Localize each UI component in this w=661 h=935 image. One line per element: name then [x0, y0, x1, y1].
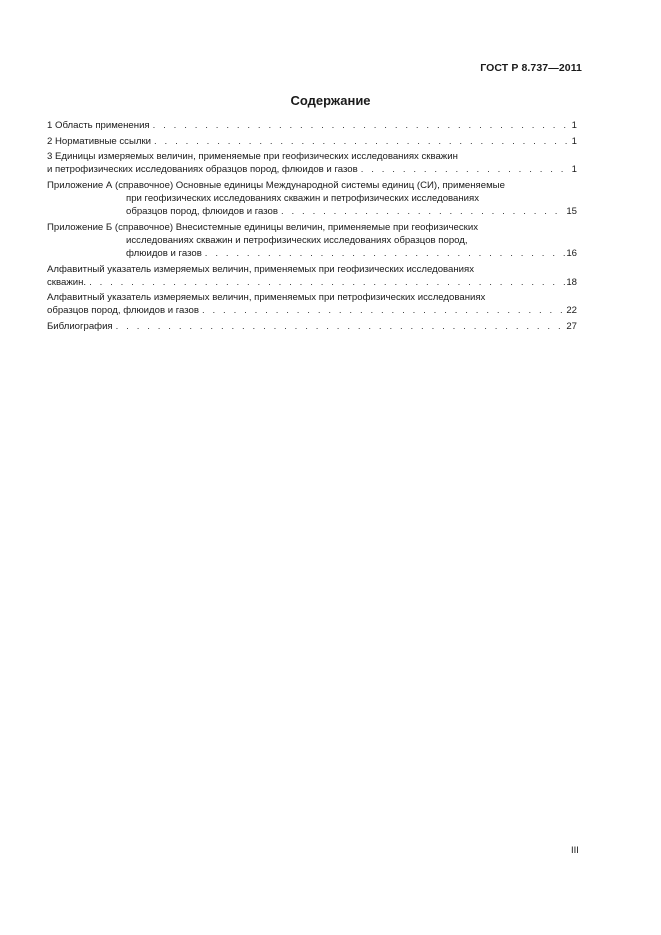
dot-leader	[89, 276, 565, 289]
toc-page-number: 22	[566, 305, 577, 317]
dot-leader	[116, 320, 566, 333]
toc-page-number: 18	[566, 276, 577, 288]
toc-entry-appendix-b[interactable]	[47, 221, 577, 261]
toc-entry-index-petrophysical[interactable]	[47, 291, 577, 317]
toc-entry-text: 3 Единицы измеряемых величин, применяемые при геофизических исследованиях скважин	[47, 151, 458, 162]
toc-entry-text: при геофизических исследованиях скважин и петрофизических исследованиях	[126, 192, 480, 204]
toc-entry-units[interactable]	[47, 150, 577, 176]
toc-entry-text: скважин.	[47, 276, 87, 288]
dot-leader	[153, 119, 571, 132]
toc-page-number: 16	[566, 248, 577, 260]
toc-entry-text: Приложение А (справочное) Основные единицы Международной системы единиц (СИ), применяемые	[47, 179, 505, 191]
dot-leader	[281, 205, 565, 218]
toc-entry-text: образцов пород, флюидов и газов	[126, 206, 278, 218]
toc-page-number: 1	[571, 164, 577, 176]
toc-entry-text: 1 Область применения	[47, 120, 150, 131]
toc-entry-text: 2 Нормативные ссылки	[47, 135, 152, 147]
table-of-contents	[47, 119, 577, 335]
toc-entry-scope[interactable]	[47, 119, 577, 132]
toc-entry-normative-references[interactable]	[47, 135, 577, 148]
toc-entry-text: Алфавитный указатель измеряемых величин, применяемых при петрофизических исследованиях	[47, 292, 486, 304]
toc-entry-bibliography[interactable]	[47, 320, 577, 333]
toc-page-number: 1	[571, 120, 577, 131]
toc-entry-text: образцов пород, флюидов и газов	[47, 305, 199, 317]
toc-entry-text: Алфавитный указатель измеряемых величин, применяемых при геофизических исследованиях	[47, 263, 475, 275]
toc-page-number: 15	[566, 206, 577, 218]
toc-entry-text: исследованиях скважин и петрофизических исследованиях образцов пород,	[126, 234, 468, 246]
page-number: III	[571, 845, 579, 856]
toc-entry-text: Библиография	[47, 320, 113, 332]
toc-page-number: 27	[566, 320, 577, 332]
document-code: ГОСТ Р 8.737—2011	[480, 62, 582, 74]
toc-title: Содержание	[290, 93, 371, 108]
toc-entry-text: Приложение Б (справочное) Внесистемные единицы величин, применяемые при геофизических	[47, 221, 478, 233]
toc-entry-appendix-a[interactable]	[47, 179, 577, 219]
toc-entry-text: флюидов и газов	[126, 248, 202, 260]
dot-leader	[202, 304, 565, 317]
toc-page-number: 1	[571, 135, 577, 147]
dot-leader	[361, 163, 571, 176]
toc-entry-text: и петрофизических исследованиях образцов пород, флюидов и газов	[47, 164, 358, 176]
dot-leader	[154, 135, 571, 148]
dot-leader	[205, 247, 566, 260]
toc-entry-index-geophysical[interactable]	[47, 263, 577, 289]
